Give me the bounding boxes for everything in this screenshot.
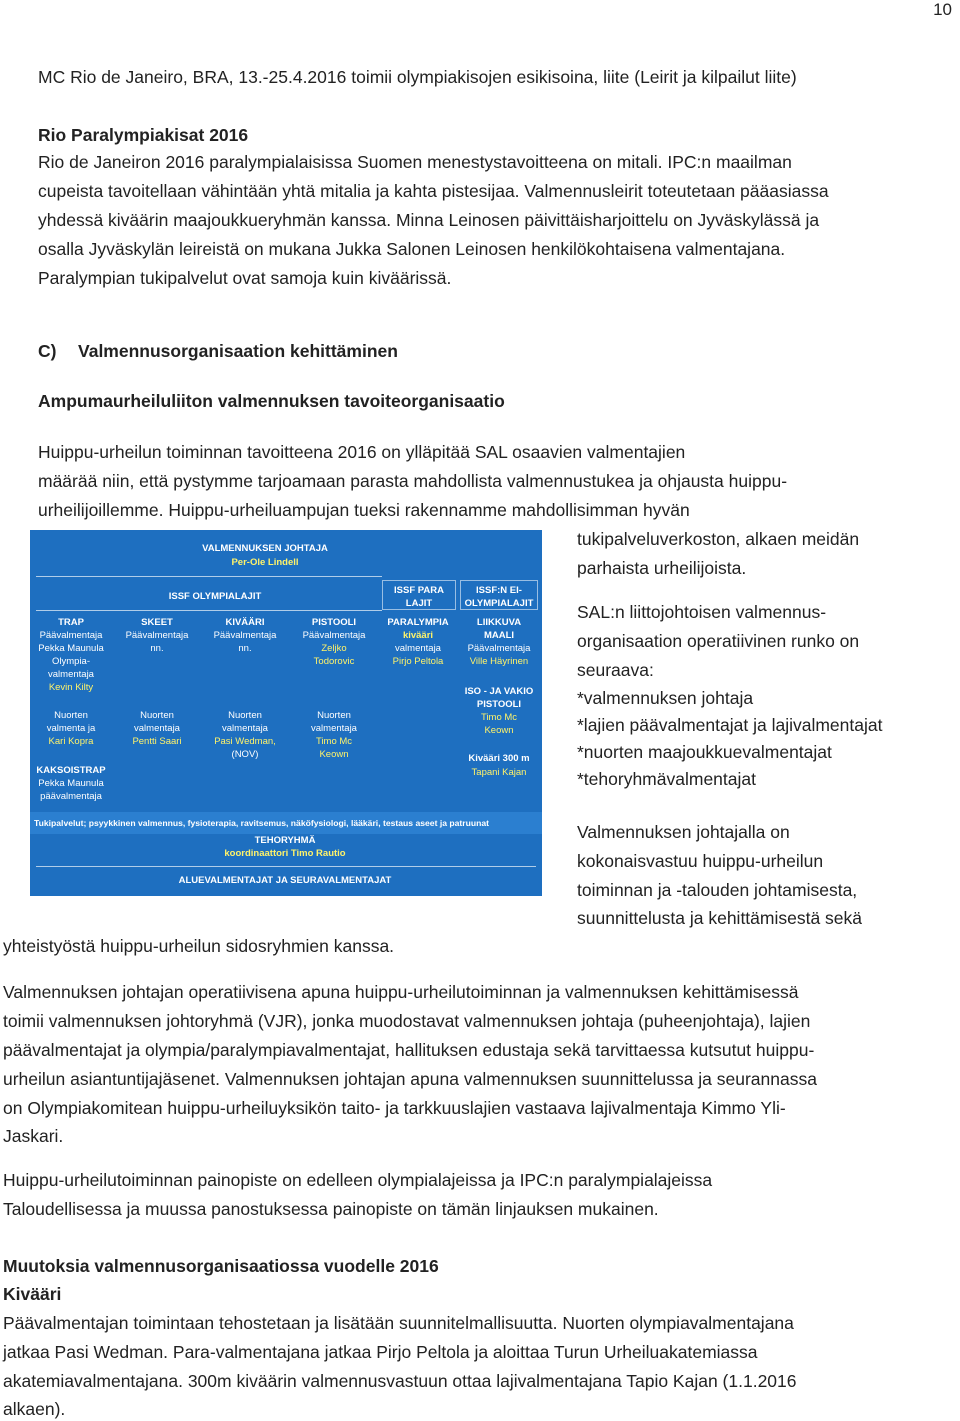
skeet-line: valmentaja — [134, 723, 180, 734]
right-col-line: parhaista urheilijoista. — [577, 558, 747, 578]
right-col-line: SAL:n liittojohtoisen valmennus- — [577, 602, 827, 622]
pistooli-line: Keown — [319, 749, 349, 760]
body-line: Jaskari. — [3, 1126, 64, 1146]
kivaari300-line: Tapani Kajan — [471, 767, 527, 778]
org-aluevalmentajat: ALUEVALMENTAJAT JA SEURAVALMENTAJAT — [178, 875, 392, 886]
section-para-line: urheilijoillemme. Huippu-urheiluampujan tueksi rakennamme mahdollisimman hyvän — [38, 500, 690, 520]
kaksoistrap-line: Pekka Maunula — [38, 778, 104, 789]
after-chart-line: yhteistyöstä huippu-urheilun sidosryhmien kanssa. — [3, 936, 395, 956]
org-issf-ei: ISSF:N EI-OLYMPIALAJIT — [464, 585, 534, 609]
pistooli-line: valmentaja — [311, 723, 357, 734]
paralympia-title: PARALYMPIA — [387, 617, 449, 628]
kivaari-title: KIVÄÄRI — [225, 617, 265, 628]
section-para-line: Huippu-urheilun toiminnan tavoitteena 2016 on ylläpitää SAL osaavien valmentajien — [38, 442, 686, 462]
changes-line: akatemiavalmentajana. 300m kiväärin valmennusvastuun ottaa lajivalmentajana Tapio Kajan (1.1.2016 — [3, 1371, 797, 1391]
right-col-line: seuraava: — [577, 660, 654, 680]
body-line: urheilun asiantuntijajäsenet. Valmennuksen johtajan apuna valmennuksen suunnittelussa ja seurannassa — [3, 1069, 817, 1089]
pistooli-line: Todorovic — [313, 656, 355, 667]
changes-sub: Kivääri — [3, 1284, 62, 1304]
divider — [36, 866, 536, 867]
rio-line: cupeista tavoitellaan vähintään yhtä mitalia ja kahta pistesijaa. Valmennusleirit toteutetaan pääasiassa — [38, 181, 829, 201]
iso-line: PISTOOLI — [476, 699, 522, 710]
liikkuva-line: Ville Häyrinen — [469, 656, 529, 667]
paralympia-line: kivääri — [402, 630, 434, 641]
kivaari-line: valmentaja — [222, 723, 268, 734]
rio-line: osalla Jyväskylän leireistä on mukana Jukka Salonen Leinosen henkilökohtaisena valmentajana. — [38, 239, 786, 259]
iso-line: Timo Mc — [480, 712, 518, 723]
skeet-line: nn. — [150, 643, 164, 654]
kaksoistrap-title: KAKSOISTRAP — [36, 765, 106, 776]
section-para-line: määrää niin, että pystymme tarjoamaan parasta mahdollista valmennustukea ja ohjausta huippu- — [38, 471, 788, 491]
trap-line: Nuorten — [54, 710, 88, 721]
right-col-line: organisaation operatiivinen runko on — [577, 631, 860, 651]
iso-title: ISO - JA VAKIO — [464, 686, 534, 697]
right-col-line: *nuorten maajoukkuevalmentajat — [577, 742, 832, 762]
right-col-line: suunnittelusta ja kehittämisestä sekä — [577, 908, 863, 928]
kivaari-line: Nuorten — [228, 710, 262, 721]
body-line: Valmennuksen johtajan operatiivisena apuna huippu-urheilutoiminnan ja valmennuksen kehittämisessä — [3, 982, 799, 1002]
changes-line: jatkaa Pasi Wedman. Para-valmentajana jatkaa Pirjo Peltola ja aloittaa Turun Urheiluakatemiassa — [3, 1342, 758, 1362]
kaksoistrap-line: päävalmentaja — [40, 791, 102, 802]
changes-heading: Muutoksia valmennusorganisaatiossa vuodelle 2016 — [3, 1256, 439, 1276]
rio-line: yhdessä kiväärin maajoukkueryhmän kanssa. Minna Leinosen päivittäisharjoittelu on Jyväskylässä ja — [38, 210, 820, 230]
section-letter: C) — [38, 341, 57, 361]
kivaari-line: (NOV) — [231, 749, 259, 760]
body-line: on Olympiakomitean huippu-urheiluyksikön taito- ja tarkkuuslajien vastaava lajivalmentaja Kimmo Yli- — [3, 1098, 786, 1118]
org-issf-oly: ISSF OLYMPIALAJIT — [168, 591, 262, 602]
org-tehoryhma-title: TEHORYHMÄ — [254, 835, 316, 846]
pistooli-line: Nuorten — [317, 710, 351, 721]
pistooli-line: Timo Mc — [315, 736, 353, 747]
paralympia-line: valmentaja — [395, 643, 441, 654]
pistooli-line: Päävalmentaja — [302, 630, 366, 641]
section-subtitle: Ampumaurheiluliiton valmennuksen tavoiteorganisaatio — [38, 391, 505, 411]
trap-line: Päävalmentaja — [39, 630, 103, 641]
rio-line: Paralympian tukipalvelut ovat samoja kuin kiväärissä. — [38, 268, 452, 288]
kivaari-line: Päävalmentaja — [213, 630, 277, 641]
trap-line: Kevin Kilty — [48, 682, 94, 693]
kivaari300-title: Kivääri 300 m — [468, 753, 530, 764]
skeet-title: SKEET — [141, 617, 173, 628]
changes-line: alkaen). — [3, 1399, 66, 1419]
right-col-line: Valmennuksen johtajalla on — [577, 822, 790, 842]
pistooli-line: Zeljko — [321, 643, 347, 654]
org-head-name: Per-Ole Lindell — [231, 557, 299, 568]
skeet-line: Pentti Saari — [132, 736, 182, 747]
trap-title: TRAP — [58, 617, 84, 628]
paralympia-line: Pirjo Peltola — [392, 656, 444, 667]
trap-line: valmenta ja — [46, 723, 96, 734]
right-col-line: tukipalveluverkoston, alkaen meidän — [577, 529, 860, 549]
skeet-line: Nuorten — [140, 710, 174, 721]
skeet-line: Päävalmentaja — [125, 630, 189, 641]
body-line: Taloudellisessa ja muussa panostuksessa painopiste on tämän linjauksen mukainen. — [3, 1199, 659, 1219]
changes-line: Päävalmentajan toimintaan tehostetaan ja lisätään suunnitelmallisuutta. Nuorten olympiavalmentajana — [3, 1313, 794, 1333]
pistooli-title: PISTOOLI — [311, 617, 357, 628]
iso-line: Keown — [484, 725, 514, 736]
trap-line: Kari Kopra — [48, 736, 94, 747]
trap-line: Pekka Maunula — [38, 643, 104, 654]
body-line: toimii valmennuksen johtoryhmä (VJR), jonka muodostavat valmennuksen johtaja (puheenjohtaja), lajien — [3, 1011, 811, 1031]
org-chart — [30, 530, 542, 896]
liikkuva-line: Päävalmentaja — [467, 643, 531, 654]
section-title: Valmennusorganisaation kehittäminen — [78, 341, 398, 361]
kivaari-line: Pasi Wedman, — [214, 736, 276, 747]
trap-line: Olympia- — [51, 656, 90, 667]
org-tehoryhma-name: koordinaattori Timo Rautio — [224, 848, 346, 859]
page-number: 10 — [933, 0, 952, 19]
right-col-line: *tehoryhmävalmentajat — [577, 769, 756, 789]
org-head-title: VALMENNUKSEN JOHTAJA — [202, 543, 328, 554]
liikkuva-title: LIIKKUVA — [476, 617, 522, 628]
kivaari-line: nn. — [238, 643, 252, 654]
trap-line: valmentaja — [48, 669, 94, 680]
rio-line: Rio de Janeiron 2016 paralympialaisissa Suomen menestystavoitteena on mitali. IPC:n maailman — [38, 152, 792, 172]
right-col-line: *valmennuksen johtaja — [577, 688, 754, 708]
org-issf-para: ISSF PARA LAJIT — [394, 585, 444, 609]
rio-heading: Rio Paralympiakisat 2016 — [38, 125, 249, 145]
divider — [36, 610, 382, 611]
intro-line: MC Rio de Janeiro, BRA, 13.-25.4.2016 toimii olympiakisojen esikisoina, liite (Leirit ja kilpailut liite) — [38, 67, 797, 87]
body-line: Huippu-urheilutoiminnan painopiste on edelleen olympialajeissa ja IPC:n paralympialajeissa — [3, 1170, 713, 1190]
liikkuva-line: MAALI — [483, 630, 515, 641]
right-col-line: toiminnan ja -talouden johtamisesta, — [577, 880, 858, 900]
right-col-line: *lajien päävalmentajat ja lajivalmentajat — [577, 715, 883, 735]
body-line: päävalmentajat ja olympia/paralympiavalmentajat, hallituksen edustaja sekä tarvittaessa kutsutut huippu- — [3, 1040, 815, 1060]
org-tukipalvelut: Tukipalvelut; psyykkinen valmennus, fysioterapia, ravitsemus, näköfysiologi, lääkäri, testaus aseet ja patruunat — [34, 818, 489, 828]
divider — [36, 576, 382, 577]
right-col-line: kokonaisvastuu huippu-urheilun — [577, 851, 824, 871]
